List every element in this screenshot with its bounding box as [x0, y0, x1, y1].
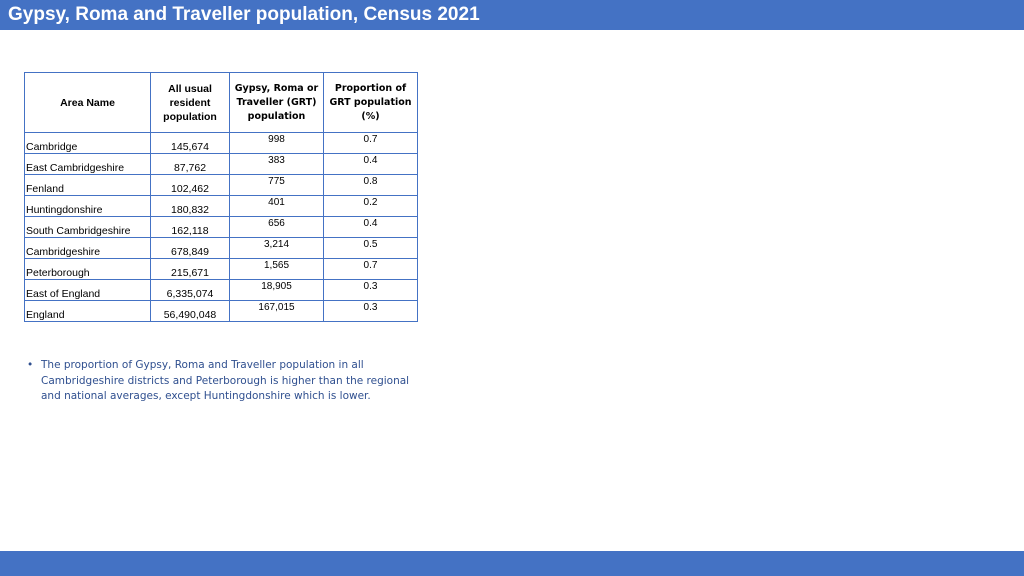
area-name-cell: Cambridge — [25, 133, 151, 154]
area-name-cell: Huntingdonshire — [25, 196, 151, 217]
table-row — [25, 280, 418, 301]
area-name-cell: Cambridgeshire — [25, 238, 151, 259]
area-name-cell: East of England — [25, 280, 151, 301]
area-name-cell: South Cambridgeshire — [25, 217, 151, 238]
resident-population-cell: 145,674 — [151, 133, 230, 154]
grt-population-cell: 401 — [230, 196, 324, 217]
table-row — [25, 175, 418, 196]
grt-proportion-cell: 0.3 — [324, 280, 418, 301]
grt-proportion-cell: 0.8 — [324, 175, 418, 196]
header-grt-population: Gypsy, Roma or Traveller (GRT) population — [230, 73, 324, 133]
page-title: Gypsy, Roma and Traveller population, Census 2021 — [8, 4, 480, 25]
summary-note — [27, 358, 427, 405]
resident-population-cell: 87,762 — [151, 154, 230, 175]
header-resident-population: All usual resident population — [151, 73, 230, 133]
population-table — [24, 72, 418, 322]
title-bar — [0, 0, 1024, 30]
resident-population-cell: 162,118 — [151, 217, 230, 238]
header-grt-proportion: Proportion of GRT population (%) — [324, 73, 418, 133]
table-row — [25, 217, 418, 238]
header-area-name: Area Name — [25, 73, 151, 133]
table-row — [25, 154, 418, 175]
grt-population-cell: 1,565 — [230, 259, 324, 280]
area-name-cell: Peterborough — [25, 259, 151, 280]
summary-note-text: The proportion of Gypsy, Roma and Traveller population in all Cambridgeshire districts and Peterborough is higher than the regional and national averages, except Huntingdonshire which is lower. — [41, 359, 410, 402]
area-name-cell: Fenland — [25, 175, 151, 196]
table-row — [25, 133, 418, 154]
resident-population-cell: 102,462 — [151, 175, 230, 196]
grt-proportion-cell: 0.7 — [324, 133, 418, 154]
resident-population-cell: 56,490,048 — [151, 301, 230, 322]
resident-population-cell: 678,849 — [151, 238, 230, 259]
grt-proportion-cell: 0.4 — [324, 217, 418, 238]
resident-population-cell: 215,671 — [151, 259, 230, 280]
resident-population-cell: 180,832 — [151, 196, 230, 217]
bullet-marker: • — [27, 359, 34, 371]
table-header-row — [25, 73, 418, 133]
grt-proportion-cell: 0.7 — [324, 259, 418, 280]
area-name-cell: England — [25, 301, 151, 322]
grt-proportion-cell: 0.4 — [324, 154, 418, 175]
footer-bar — [0, 551, 1024, 576]
grt-proportion-cell: 0.3 — [324, 301, 418, 322]
area-name-cell: East Cambridgeshire — [25, 154, 151, 175]
grt-population-cell: 775 — [230, 175, 324, 196]
resident-population-cell: 6,335,074 — [151, 280, 230, 301]
table-row — [25, 301, 418, 322]
table-row — [25, 259, 418, 280]
grt-population-cell: 656 — [230, 217, 324, 238]
grt-population-cell: 383 — [230, 154, 324, 175]
table-row — [25, 196, 418, 217]
grt-population-cell: 167,015 — [230, 301, 324, 322]
table-row — [25, 238, 418, 259]
grt-population-cell: 3,214 — [230, 238, 324, 259]
grt-proportion-cell: 0.5 — [324, 238, 418, 259]
grt-population-cell: 998 — [230, 133, 324, 154]
grt-proportion-cell: 0.2 — [324, 196, 418, 217]
grt-population-cell: 18,905 — [230, 280, 324, 301]
